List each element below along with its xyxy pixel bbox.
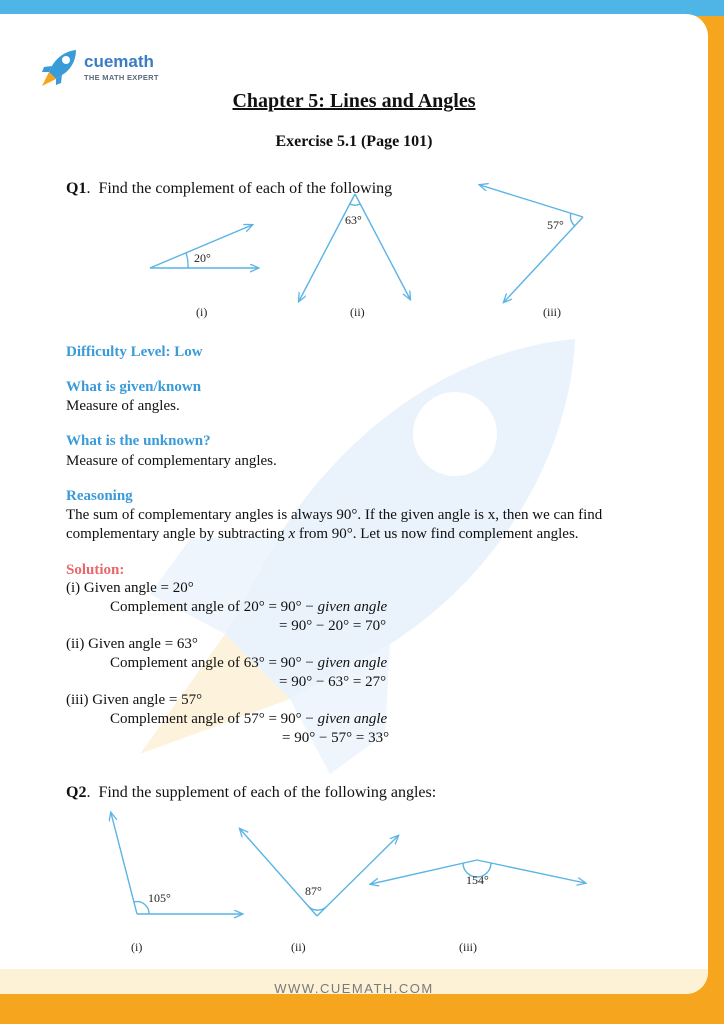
unknown-text: Measure of complementary angles. (66, 453, 277, 469)
page-title: Chapter 5: Lines and Angles (232, 90, 476, 112)
logo-brand-name: cuemath (84, 52, 154, 71)
question-1-number: Q1 (66, 180, 87, 197)
reasoning-heading: Reasoning (66, 488, 133, 504)
given-heading: What is given/known (66, 379, 202, 395)
q2-caption-iii: (iii) (459, 940, 477, 954)
solution-ii-step-1: Complement angle of 63° = 90° − given angle (110, 655, 388, 671)
q2-caption-i: (i) (131, 940, 143, 954)
q2-angle-i-label: 105° (148, 891, 171, 905)
q2-figure-i (111, 813, 242, 914)
question-2-number: Q2 (66, 784, 87, 801)
solution-ii-step-2: = 90° − 63° = 27° (279, 674, 387, 690)
solution-iii-step-2: = 90° − 57° = 33° (282, 730, 390, 746)
q2-angle-iii-label: 154° (466, 873, 489, 887)
q1-caption-i: (i) (196, 305, 208, 319)
footer-website: WWW.CUEMATH.COM (274, 981, 434, 994)
q1-angle-ii-label: 63° (345, 213, 362, 227)
exercise-subtitle: Exercise 5.1 (Page 101) (275, 133, 433, 150)
question-1-text: Find the complement of each of the following (98, 180, 393, 197)
q2-caption-ii: (ii) (291, 940, 306, 954)
given-text: Measure of angles. (66, 398, 180, 414)
solution-heading: Solution: (66, 562, 125, 578)
solution-iii-given: (iii) Given angle = 57° (66, 692, 203, 708)
question-2: Q2. Find the supplement of each of the following angles: (66, 784, 437, 801)
q1-angle-iii-label: 57° (547, 218, 564, 232)
q1-figure-iii (480, 185, 583, 302)
q1-caption-iii: (iii) (543, 305, 561, 319)
difficulty-level: Difficulty Level: Low (66, 344, 203, 360)
reasoning-line-1: The sum of complementary angles is always 90°. If the given angle is x, then we can find (66, 507, 603, 523)
solution-i-step-2: = 90° − 20° = 70° (279, 618, 387, 634)
solution-ii-given: (ii) Given angle = 63° (66, 636, 198, 652)
solution-iii-step-1: Complement angle of 57° = 90° − given angle (110, 711, 388, 727)
q2-figure-ii (240, 829, 398, 916)
logo-tagline: THE MATH EXPERT (84, 73, 159, 82)
q2-angle-ii-label: 87° (305, 884, 322, 898)
q1-angle-i-label: 20° (194, 251, 211, 265)
q1-caption-ii: (ii) (350, 305, 365, 319)
reasoning-line-2: complementary angle by subtracting x from 90°. Let us now find complement angles. (66, 526, 579, 542)
q1-figure-ii (299, 194, 410, 301)
solution-i-given: (i) Given angle = 20° (66, 580, 194, 596)
unknown-heading: What is the unknown? (66, 433, 211, 449)
worksheet-page (0, 14, 708, 994)
solution-i-step-1: Complement angle of 20° = 90° − given angle (110, 599, 388, 615)
question-1: Q1. Find the complement of each of the following (66, 180, 393, 197)
question-2-text: Find the supplement of each of the following angles: (98, 784, 437, 801)
